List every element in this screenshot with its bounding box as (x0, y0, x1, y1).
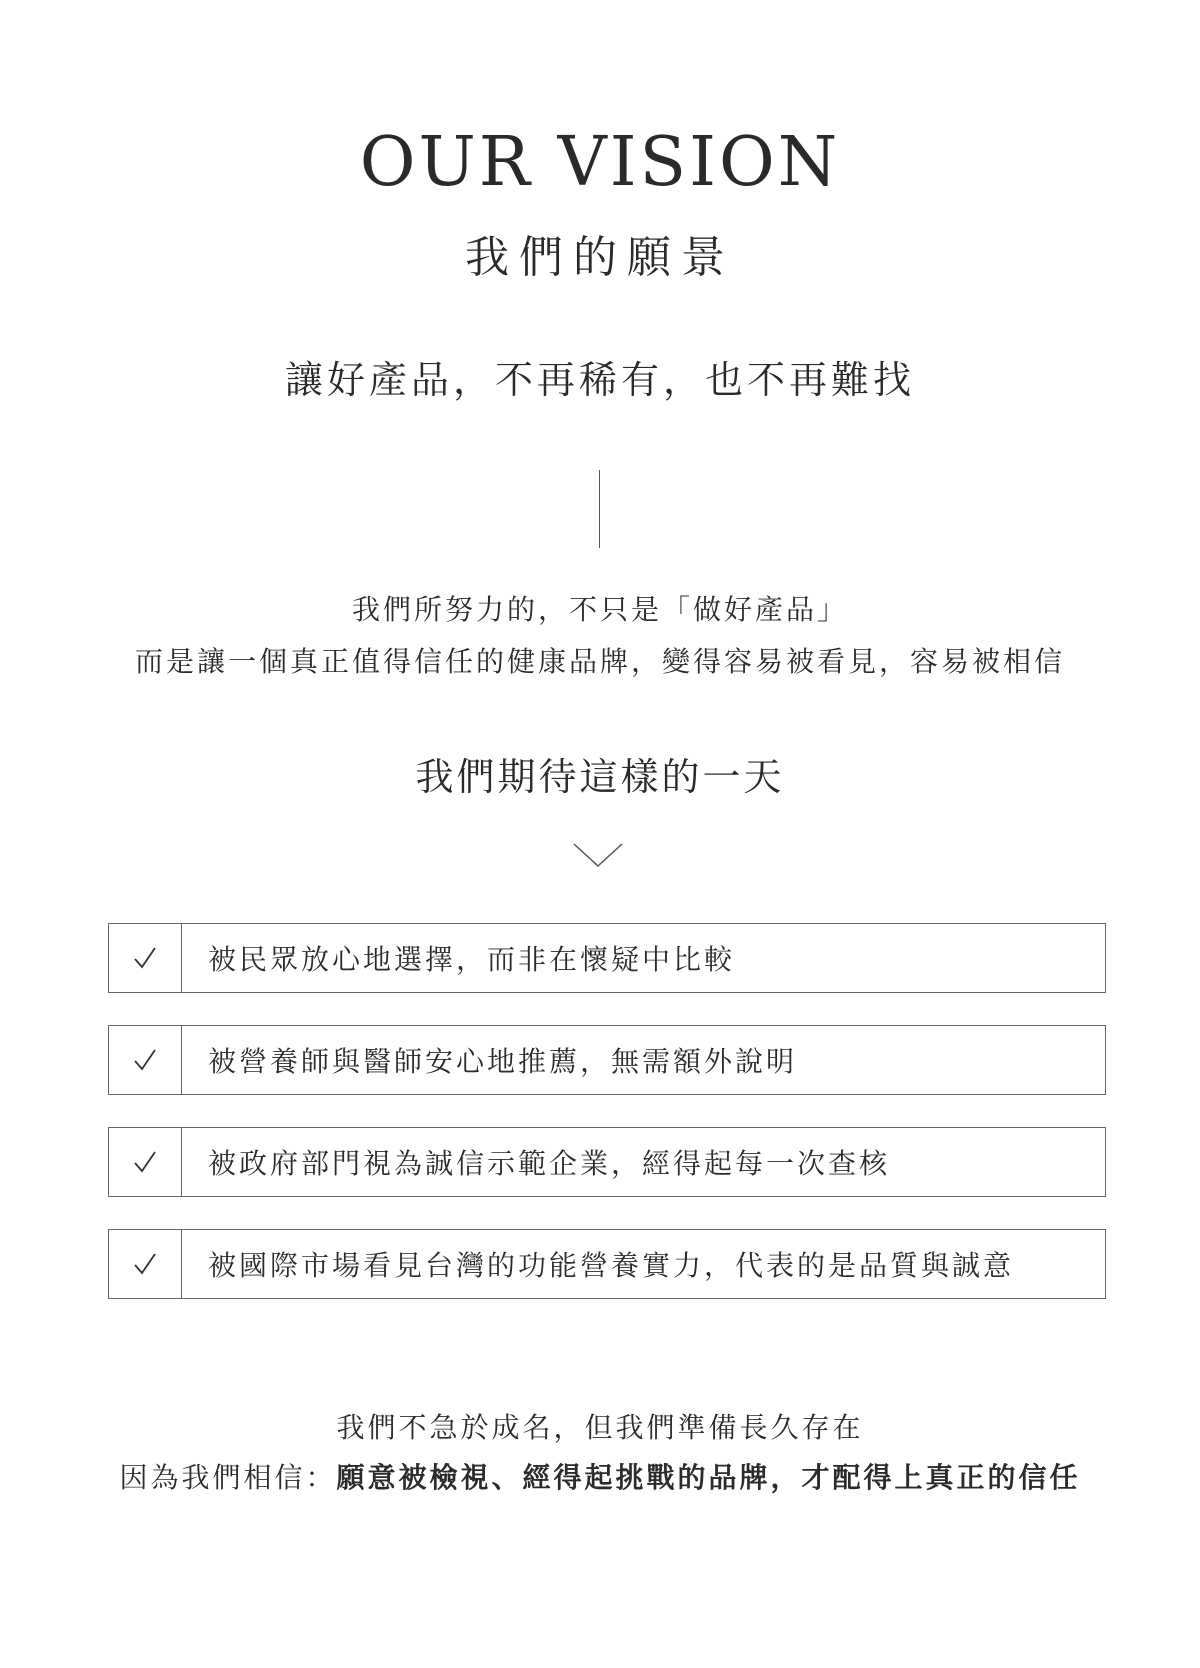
checklist-item (108, 1127, 1106, 1197)
mission-line-2: 而是讓一個真正值得信任的健康品牌，變得容易被看見，容易被相信 (134, 645, 1065, 678)
checklist-item-text: 被營養師與醫師安心地推薦，無需額外說明 (208, 1045, 798, 1078)
slogan: 讓好產品，不再稀有，也不再難找 (284, 358, 915, 402)
expectation-checklist (108, 923, 1106, 1331)
checklist-item (108, 1025, 1106, 1095)
mission-line-1: 我們所努力的，不只是「做好產品」 (351, 593, 848, 626)
checkbox-cell (109, 924, 182, 992)
checkmark-icon (131, 944, 159, 972)
checklist-item (108, 923, 1106, 993)
title-chinese: 我們的願景 (465, 232, 735, 283)
vertical-divider (599, 470, 600, 548)
checklist-item-text: 被政府部門視為誠信示範企業，經得起每一次查核 (208, 1147, 891, 1180)
checkbox-cell (109, 1230, 182, 1298)
checkbox-cell (109, 1026, 182, 1094)
expectation-heading: 我們期待這樣的一天 (415, 755, 785, 799)
closing-line-2 (0, 1458, 1200, 1498)
checkmark-icon (131, 1250, 159, 1278)
closing-line-2-emphasis: 願意被檢視、經得起挑戰的品牌，才配得上真正的信任 (336, 1461, 1081, 1494)
closing-line-2-prefix: 因為我們相信： (119, 1461, 337, 1494)
checkmark-icon (131, 1046, 159, 1074)
checklist-item-text: 被國際市場看見台灣的功能營養實力，代表的是品質與誠意 (208, 1249, 1015, 1282)
closing-line-1: 我們不急於成名，但我們準備長久存在 (336, 1411, 864, 1444)
checkbox-cell (109, 1128, 182, 1196)
checklist-item-text: 被民眾放心地選擇，而非在懷疑中比較 (208, 943, 736, 976)
checkmark-icon (131, 1148, 159, 1176)
title-english: OUR VISION (359, 123, 841, 202)
checklist-item (108, 1229, 1106, 1299)
chevron-down-icon (572, 840, 624, 870)
